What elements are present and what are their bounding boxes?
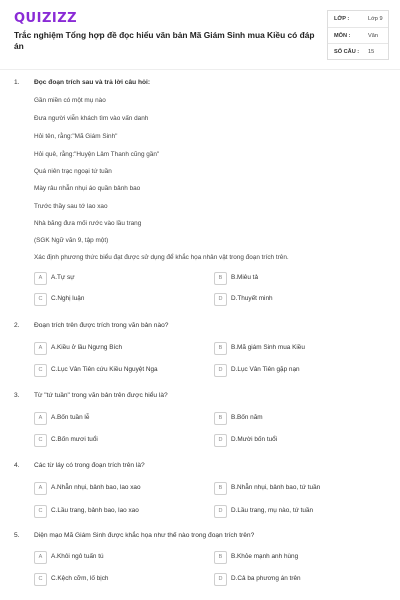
option-b[interactable]: [214, 412, 384, 425]
meta-class-row: [328, 11, 388, 27]
option-c[interactable]: [34, 293, 204, 306]
option-text: D.Thuyết minh: [231, 295, 273, 302]
header: [0, 0, 400, 68]
option-letter-badge: B: [214, 272, 227, 285]
option-text: D.Lầu trang, mụ nào, tứ tuần: [231, 507, 314, 514]
option-text: A.Nhẵn nhụi, bảnh bao, lao xao: [51, 484, 141, 491]
option-b[interactable]: [214, 272, 384, 285]
option-a[interactable]: [34, 412, 204, 425]
meta-key: LỚP :: [334, 16, 350, 22]
option-a[interactable]: [34, 551, 204, 564]
option-text: D.Cả ba phương án trên: [231, 575, 301, 582]
option-text: C.Bốn mươi tuổi: [51, 436, 98, 443]
option-letter-badge: D: [214, 434, 227, 447]
option-text: D.Mười bốn tuổi: [231, 436, 278, 443]
option-d[interactable]: [214, 573, 384, 586]
option-c[interactable]: [34, 434, 204, 447]
meta-subject-row: [328, 27, 388, 44]
question-prompt: Đọc đoạn trích sau và trả lời câu hỏi:: [34, 79, 151, 86]
page-title: Trắc nghiệm Tổng hợp đề đọc hiểu văn bản Mã Giám Sinh mua Kiều có đáp án: [14, 30, 315, 51]
source-citation: (SGK Ngữ văn 9, tập một): [34, 237, 109, 244]
option-letter-badge: D: [214, 293, 227, 306]
option-letter-badge: D: [214, 364, 227, 377]
question-number: 5.: [14, 532, 20, 539]
option-text: D.Lục Vân Tiên gặp nạn: [231, 366, 300, 373]
option-d[interactable]: [214, 434, 384, 447]
option-letter-badge: A: [34, 272, 47, 285]
option-letter-badge: D: [214, 573, 227, 586]
option-c[interactable]: [34, 364, 204, 377]
quizizz-logo[interactable]: QUIZIZZ: [14, 11, 78, 26]
option-c[interactable]: [34, 573, 204, 586]
meta-box: [327, 10, 389, 60]
meta-value: 15: [368, 49, 375, 55]
option-c[interactable]: [34, 505, 204, 518]
option-letter-badge: C: [34, 434, 47, 447]
passage-line: Hỏi tên, rằng:"Mã Giám Sinh": [34, 133, 118, 140]
question-prompt: Đoạn trích trên được trích trong văn bản nào?: [34, 322, 169, 329]
meta-count-row: [328, 43, 388, 60]
option-a[interactable]: [34, 482, 204, 495]
passage-line: Hỏi quê, rằng:"Huyện Lâm Thanh cũng gần": [34, 151, 160, 158]
option-b[interactable]: [214, 482, 384, 495]
option-letter-badge: A: [34, 412, 47, 425]
question-prompt: Từ "tứ tuần" trong văn bản trên được hiểu là?: [34, 392, 168, 399]
option-letter-badge: B: [214, 551, 227, 564]
meta-key: SỐ CÂU :: [334, 49, 360, 55]
option-text: B.Miêu tả: [231, 274, 258, 281]
option-a[interactable]: [34, 342, 204, 355]
option-letter-badge: C: [34, 505, 47, 518]
option-text: B.Mã giám Sinh mua Kiều: [231, 344, 305, 351]
passage-line: Nhà băng đưa mối rước vào lầu trang: [34, 220, 142, 227]
option-a[interactable]: [34, 272, 204, 285]
option-letter-badge: A: [34, 342, 47, 355]
passage-line: Mày râu nhẵn nhụi áo quần bảnh bao: [34, 185, 141, 192]
option-letter-badge: D: [214, 505, 227, 518]
option-letter-badge: B: [214, 482, 227, 495]
option-d[interactable]: [214, 505, 384, 518]
option-text: A.Kiều ở lầu Ngưng Bích: [51, 344, 122, 351]
option-letter-badge: C: [34, 293, 47, 306]
option-letter-badge: A: [34, 551, 47, 564]
option-letter-badge: C: [34, 364, 47, 377]
question-instruction: Xác định phương thức biểu đạt được sử dụng để khắc họa nhân vật trong đoạn trích trên.: [34, 254, 289, 261]
option-text: B.Nhẵn nhụi, bảnh bao, tứ tuần: [231, 484, 321, 491]
meta-value: Lớp 9: [368, 16, 383, 22]
question-number: 4.: [14, 462, 20, 469]
passage-line: Đưa người viễn khách tìm vào vấn danh: [34, 115, 149, 122]
option-text: A.Bốn tuần lễ: [51, 414, 90, 421]
option-text: C.Kệch cỡm, lố bịch: [51, 575, 109, 582]
meta-key: MÔN :: [334, 33, 351, 39]
option-text: C.Lục Vân Tiên cứu Kiều Nguyệt Nga: [51, 366, 158, 373]
option-d[interactable]: [214, 364, 384, 377]
option-text: A.Tự sự: [51, 274, 75, 281]
meta-value: Văn: [368, 33, 378, 39]
option-text: A.Khôi ngô tuấn tú: [51, 553, 104, 560]
question-prompt: Các từ láy có trong đoạn trích trên là?: [34, 462, 145, 469]
option-text: B.Khỏe mạnh anh hùng: [231, 553, 299, 560]
passage-line: Trước thầy sau tớ lao xao: [34, 203, 108, 210]
question-number: 3.: [14, 392, 20, 399]
option-b[interactable]: [214, 551, 384, 564]
question-prompt: Diện mạo Mã Giám Sinh được khắc họa như thế nào trong đoạn trích trên?: [34, 532, 255, 539]
option-text: C.Nghị luận: [51, 295, 85, 302]
option-letter-badge: C: [34, 573, 47, 586]
question-number: 1.: [14, 79, 20, 86]
passage-line: Quá niên trạc ngoại tứ tuần: [34, 168, 112, 175]
option-letter-badge: A: [34, 482, 47, 495]
option-text: C.Lầu trang, bảnh bao, lao xao: [51, 507, 139, 514]
question-number: 2.: [14, 322, 20, 329]
option-d[interactable]: [214, 293, 384, 306]
option-letter-badge: B: [214, 412, 227, 425]
passage-line: Gần miền có một mụ nào: [34, 97, 106, 104]
option-b[interactable]: [214, 342, 384, 355]
option-text: B.Bốn năm: [231, 414, 263, 421]
option-letter-badge: B: [214, 342, 227, 355]
header-divider: [0, 69, 400, 70]
